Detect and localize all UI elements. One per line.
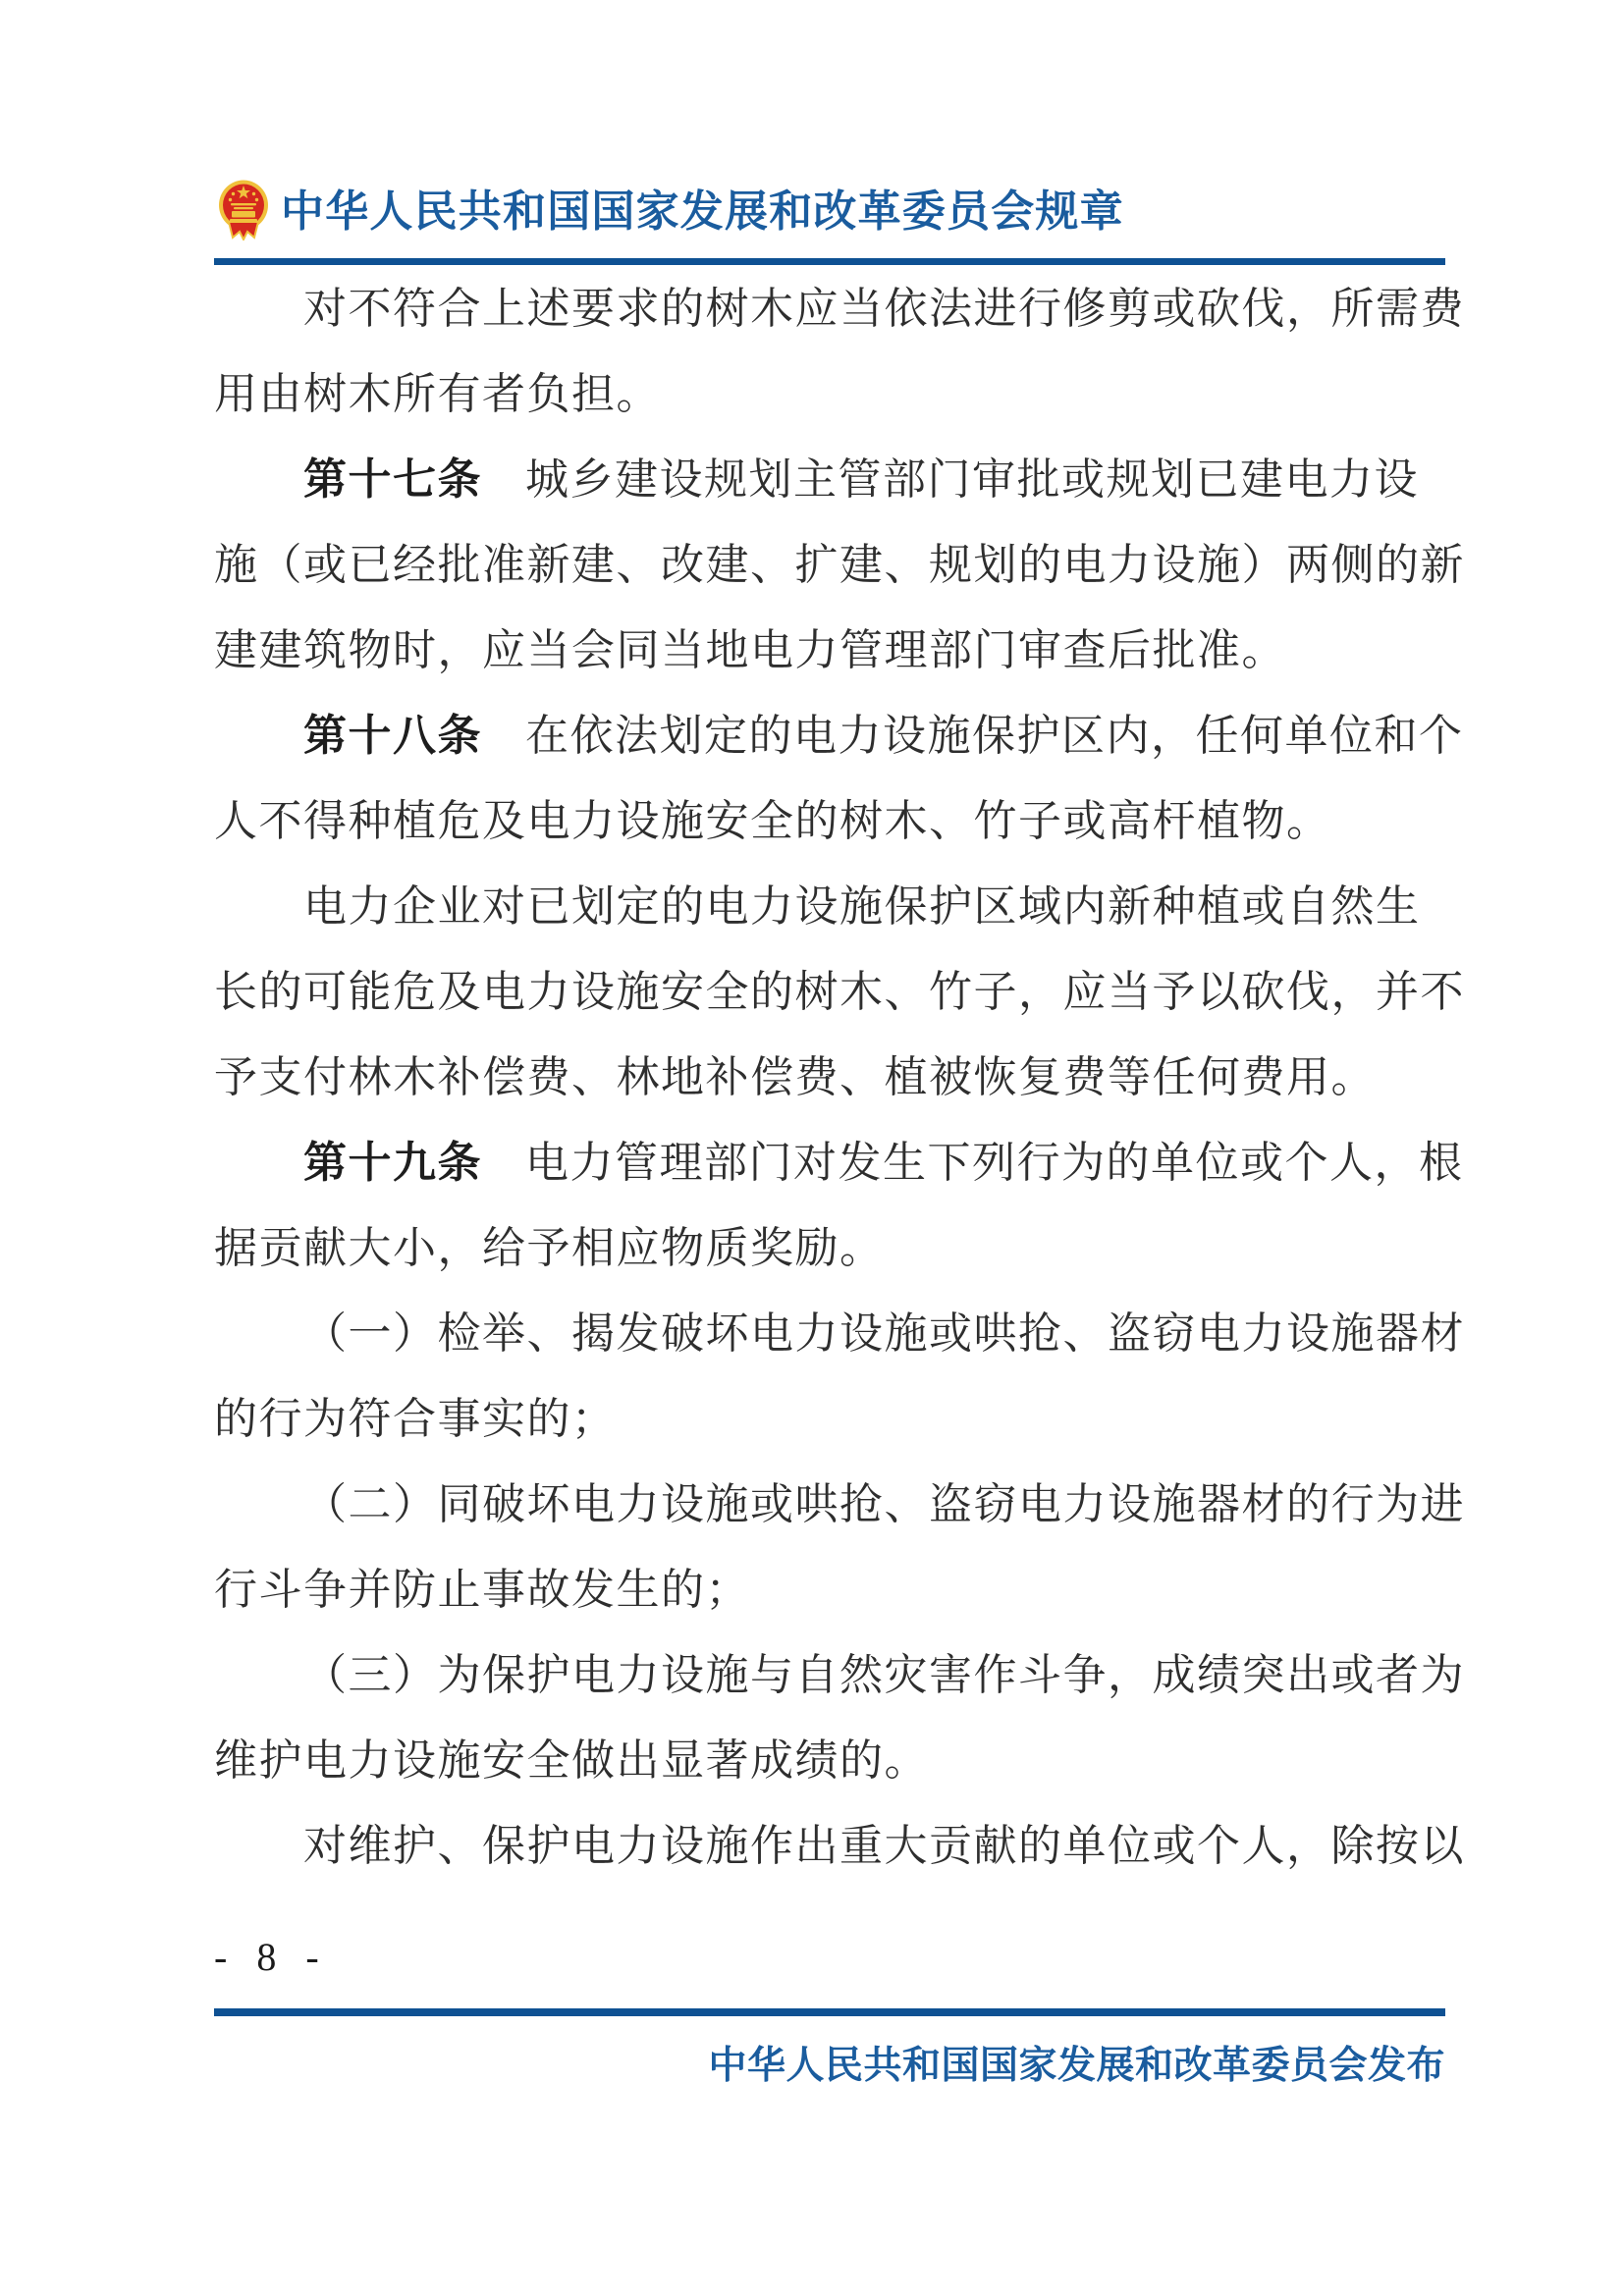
article-number-label: 第十九条 bbox=[303, 1139, 482, 1187]
body-line bbox=[214, 1120, 1469, 1205]
footer-rule bbox=[214, 2008, 1445, 2016]
regulation-body bbox=[214, 266, 1469, 1889]
national-emblem-icon bbox=[218, 180, 269, 240]
article-number-label: 第十七条 bbox=[303, 455, 482, 504]
body-line bbox=[214, 864, 1469, 949]
body-line bbox=[214, 351, 1469, 437]
body-line-text: （一）检举、揭发破坏电力设施或哄抢、盗窃电力设施器材 bbox=[303, 1309, 1465, 1358]
body-line-text: 施（或已经批准新建、改建、扩建、规划的电力设施）两侧的新 bbox=[214, 541, 1465, 589]
body-line bbox=[214, 1547, 1469, 1632]
body-line bbox=[214, 949, 1469, 1035]
body-line-text: 据贡献大小，给予相应物质奖励。 bbox=[214, 1224, 885, 1272]
body-line bbox=[214, 1462, 1469, 1547]
body-line-text: 维护电力设施安全做出显著成绩的。 bbox=[214, 1736, 929, 1785]
body-line bbox=[214, 1632, 1469, 1718]
body-line bbox=[214, 1803, 1469, 1889]
body-line-text: 予支付林木补偿费、林地补偿费、植被恢复费等任何费用。 bbox=[214, 1053, 1376, 1101]
body-line-text: 人不得种植危及电力设施安全的树木、竹子或高杆植物。 bbox=[214, 797, 1331, 845]
body-line bbox=[214, 693, 1469, 778]
page-number: - 8 - bbox=[214, 1935, 329, 1979]
body-line bbox=[214, 778, 1469, 864]
body-line bbox=[214, 437, 1469, 522]
body-line-text: 行斗争并防止事故发生的； bbox=[214, 1566, 750, 1614]
body-line-text: 对不符合上述要求的树木应当依法进行修剪或砍伐，所需费 bbox=[303, 285, 1465, 333]
body-line bbox=[214, 1376, 1469, 1462]
body-line-text: 在依法划定的电力设施保护区内，任何单位和个 bbox=[525, 712, 1464, 760]
body-line-text: 的行为符合事实的； bbox=[214, 1395, 617, 1443]
article-number-label: 第十八条 bbox=[303, 712, 482, 760]
body-line bbox=[214, 266, 1469, 351]
body-line bbox=[214, 1291, 1469, 1376]
document-type-title: 中华人民共和国国家发展和改革委员会规章 bbox=[281, 187, 1124, 236]
body-line-text: 电力企业对已划定的电力设施保护区域内新种植或自然生 bbox=[303, 882, 1421, 931]
publisher-line: 中华人民共和国国家发展和改革委员会发布 bbox=[708, 2045, 1445, 2087]
body-line bbox=[214, 1035, 1469, 1120]
body-line-text: 长的可能危及电力设施安全的树木、竹子，应当予以砍伐，并不 bbox=[214, 968, 1465, 1016]
body-line-text: 电力管理部门对发生下列行为的单位或个人，根 bbox=[525, 1139, 1464, 1187]
body-line bbox=[214, 1205, 1469, 1291]
header-rule bbox=[214, 258, 1445, 265]
body-line-text: 建建筑物时，应当会同当地电力管理部门审查后批准。 bbox=[214, 626, 1286, 674]
body-line bbox=[214, 608, 1469, 693]
body-line-text: 城乡建设规划主管部门审批或规划已建电力设 bbox=[525, 455, 1419, 504]
body-line-text: （三）为保护电力设施与自然灾害作斗争，成绩突出或者为 bbox=[303, 1651, 1465, 1699]
body-line bbox=[214, 522, 1469, 608]
body-line-text: 对维护、保护电力设施作出重大贡献的单位或个人，除按以 bbox=[303, 1822, 1465, 1870]
body-line-text: 用由树木所有者负担。 bbox=[214, 370, 661, 418]
body-line-text: （二）同破坏电力设施或哄抢、盗窃电力设施器材的行为进 bbox=[303, 1480, 1465, 1528]
body-line bbox=[214, 1718, 1469, 1803]
